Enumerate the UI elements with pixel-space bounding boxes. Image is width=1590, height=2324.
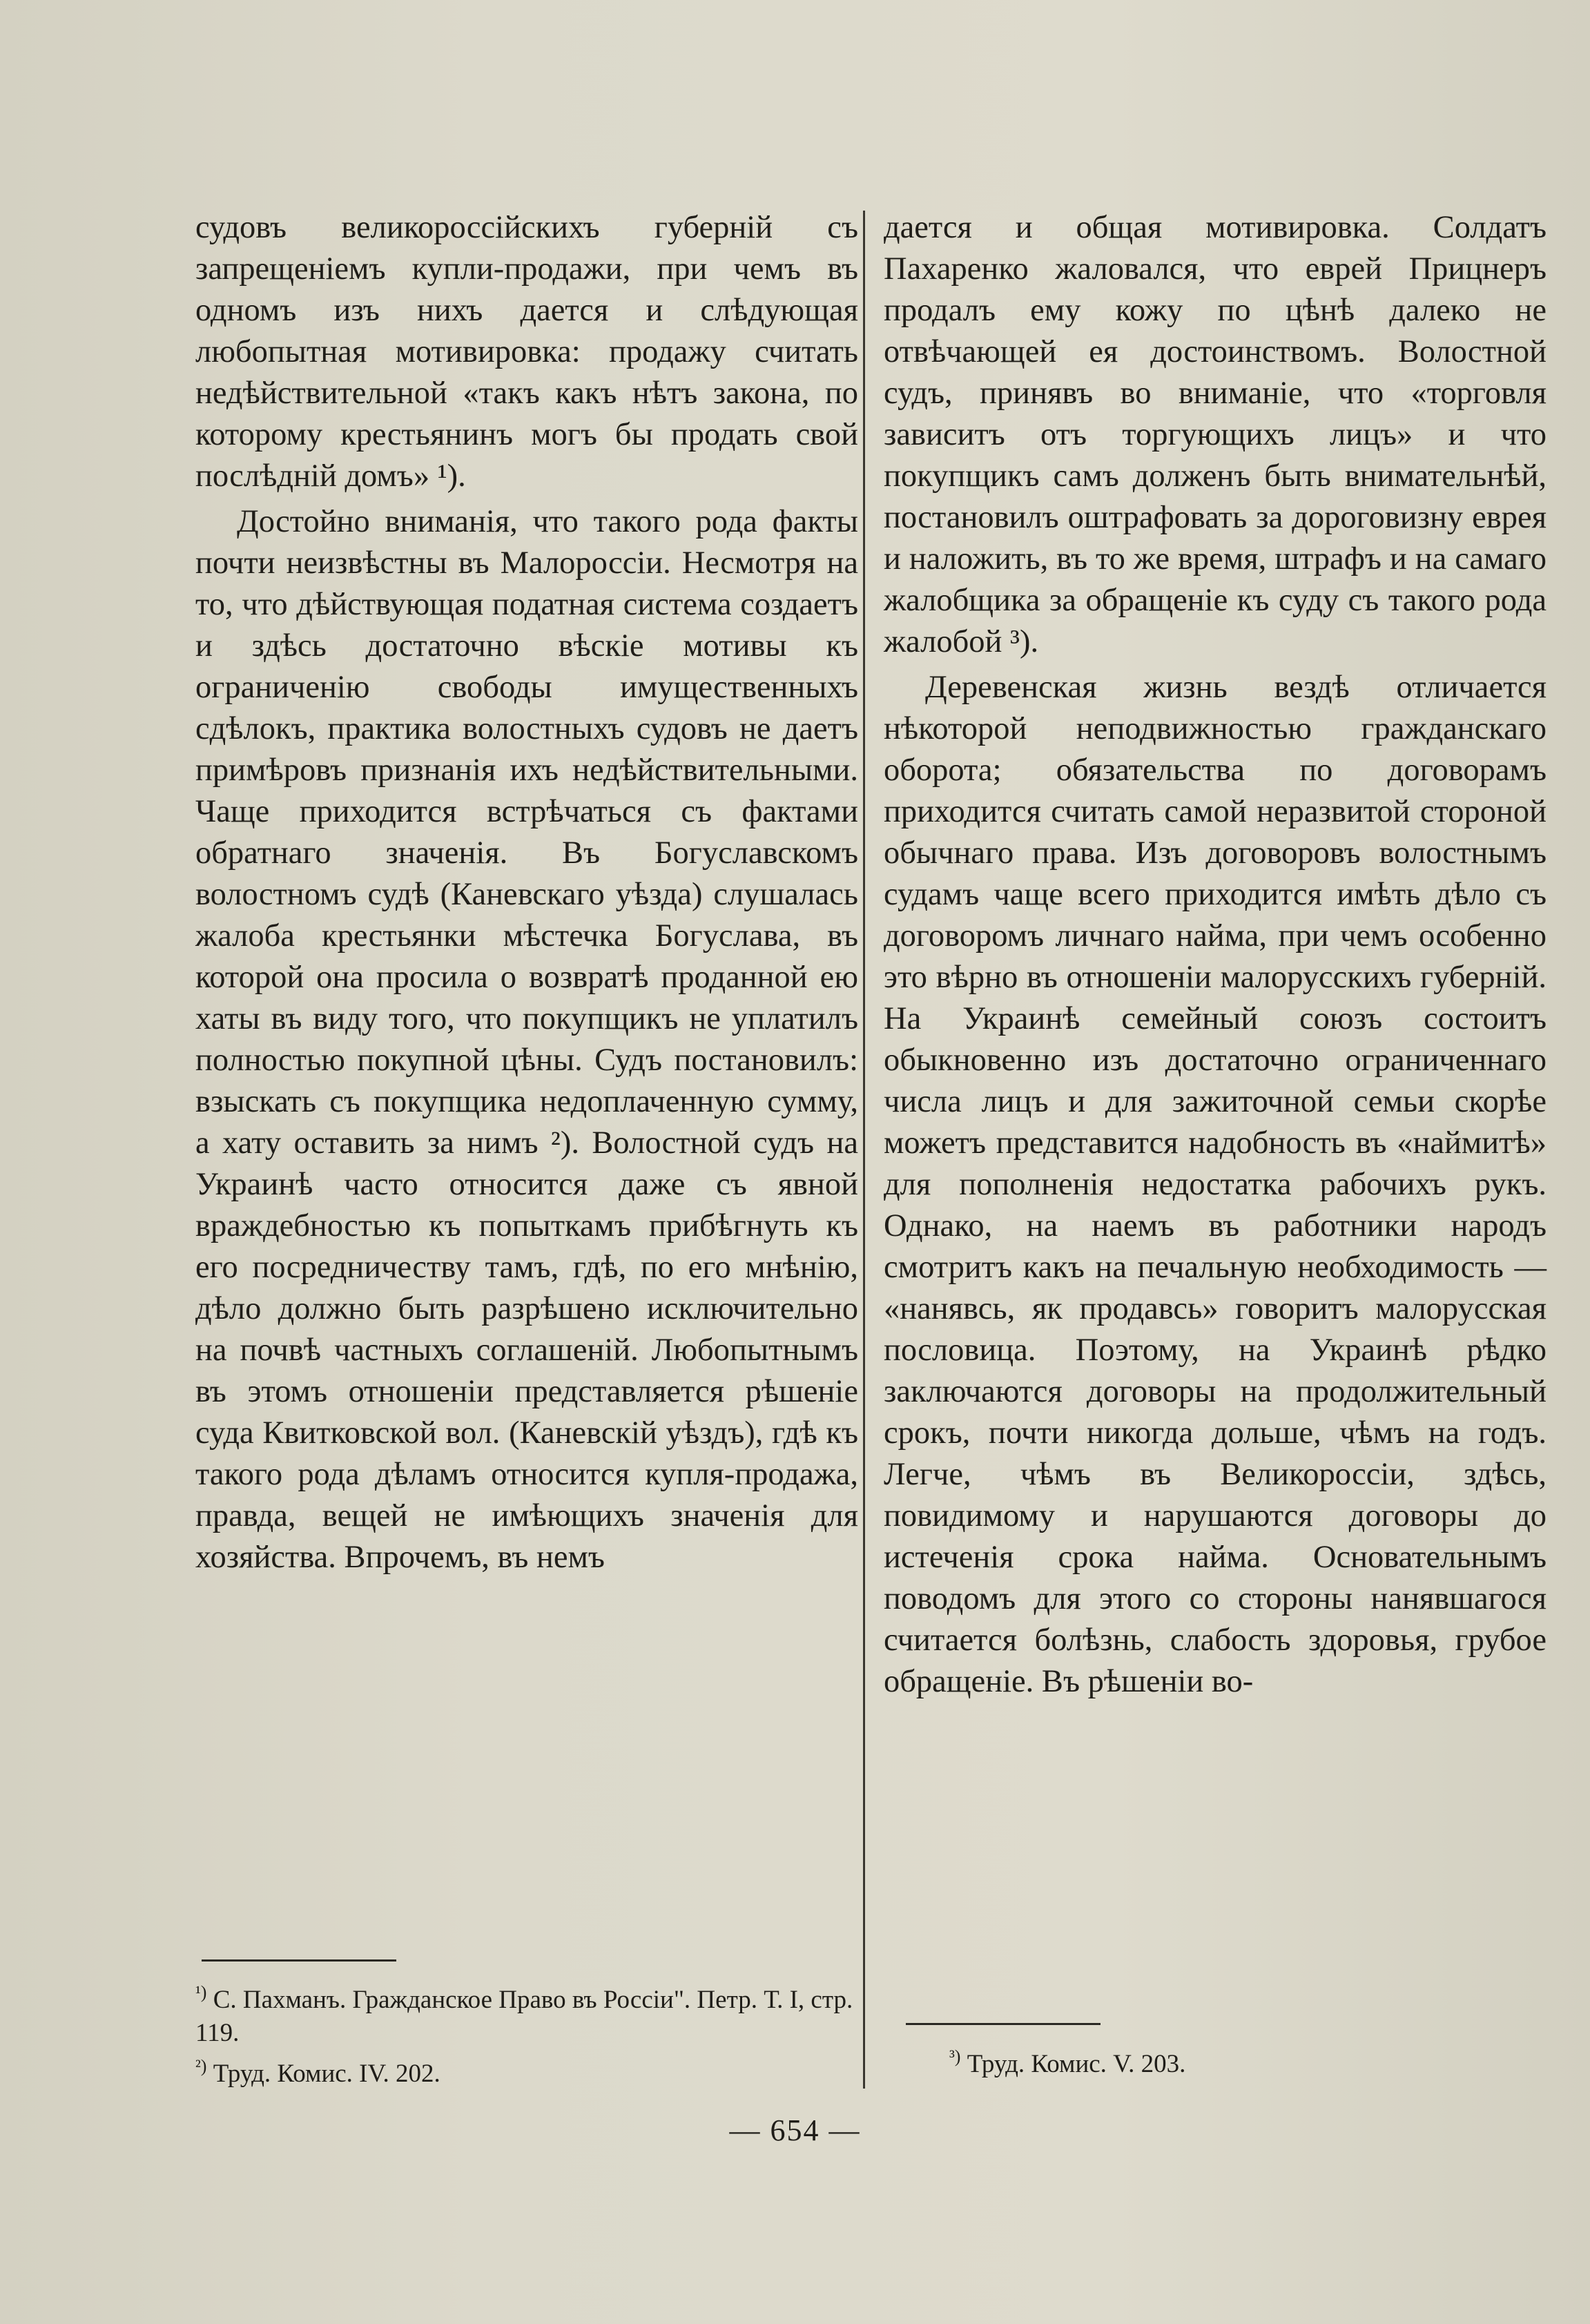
footnote-text: С. Пахманъ. Гражданское Право въ Россіи". Петр. Т. I, стр. 119. [195,1986,853,2047]
paragraph: судовъ великороссійскихъ губерній съ запрещеніемъ купли-продажи, при чемъ въ одномъ изъ нихъ дается и слѣдующая любопытная мотивировка: продажу считать недѣйствительной «такъ какъ нѣтъ закона, по которому крестьянинъ могъ бы продать свой послѣдній домъ» ¹). [195,210,858,494]
footnote-mark: ²) [195,2056,207,2076]
footnote-mark: ³) [949,2046,961,2066]
footnote-text: Труд. Комис. IV. 202. [213,2060,440,2088]
column-divider [863,211,865,2089]
footnote [949,2040,1543,2081]
paragraph: дается и общая мотивировка. Солдатъ Пахаренко жаловался, что еврей Прицнеръ продалъ ему кожу по цѣнѣ далеко не отвѣчающей ея достоинствомъ. Волостной судъ, принявъ во вниманіе, что «торговля зависитъ отъ торгующихъ лицъ» и что покупщикъ самъ долженъ быть внимательнѣй, постановилъ оштрафовать за дороговизну еврея и наложить, въ то же время, штрафъ и на самаго жалобщика за обращеніе къ суду съ такого рода жалобой ³). [884,210,1547,659]
paragraph: Деревенская жизнь вездѣ отличается нѣкоторой неподвижностью гражданскаго оборота; обязательства по договорамъ приходится считать самой неразвитой стороной обычнаго права. Изъ договоровъ волостнымъ судамъ чаще всего приходится имѣть дѣло съ договоромъ личнаго найма, при чемъ особенно это вѣрно въ отношеніи малорусскихъ губерній. На Украинѣ семейный союзъ состоитъ обыкновенно изъ достаточно ограниченнаго числа лицъ и для зажиточной семьи скорѣе можетъ представится надобность въ «наймитѣ» для пополненія недостатка рабочихъ рукъ. Однако, на наемъ въ работники народъ смотритъ какъ на печальную необходимость — «нанявсь, як продавсь» говоритъ малорусская пословица. Поэтому, на Украинѣ рѣдко заключаются договоры на продолжительный срокъ, почти никогда дольше, чѣмъ на годъ. Легче, чѣмъ въ Великороссіи, здѣсь, повидимому и нарушаются договоры до истеченія срока найма. Основательнымъ поводомъ для этого со стороны нанявшагося считается болѣзнь, слабость здоровья, грубое обращеніе. Въ рѣшеніи во- [884,670,1547,1699]
page-number: — 654 — [729,2113,861,2147]
footnote [195,2050,858,2091]
footnote [195,1976,858,2050]
footnote-text: Труд. Комис. V. 203. [967,2050,1186,2078]
footnote-rule [906,2023,1101,2025]
footnote-rule [202,1959,396,1962]
left-column [195,207,858,1578]
right-column [884,207,1547,1703]
footnotes-right [949,2040,1543,2081]
footnote-mark: ¹) [195,1982,207,2002]
paragraph: Достойно вниманія, что такого рода факты почти неизвѣстны въ Малороссіи. Несмотря на то, что дѣйствующая податная система создаетъ и здѣсь достаточно вѣскіе мотивы къ ограниченію свободы имущественныхъ сдѣлокъ, практика волостныхъ судовъ не даетъ примѣровъ признанія ихъ недѣйствительными. Чаще приходится встрѣчаться съ фактами обратнаго значенія. Въ Богуславскомъ волостномъ судѣ (Каневскаго уѣзда) слушалась жалоба крестьянки мѣстечка Богуслава, въ которой она просила о возвратѣ проданной ею хаты въ виду того, что покупщикъ не уплатилъ полностью покупной цѣны. Судъ постановилъ: взыскать съ покупщика недоплаченную сумму, а хату оставить за нимъ ²). Волостной судъ на Украинѣ часто относится даже съ явной враждебностью къ попыткамъ прибѣгнуть къ его посредничеству тамъ, гдѣ, по его мнѣнію, дѣло должно быть разрѣшено исключительно на почвѣ частныхъ соглашеній. Любопытнымъ въ этомъ отношеніи представляется рѣшеніе суда Квитковской вол. (Каневскій уѣздъ), гдѣ къ такого рода дѣламъ относится купля-продажа, правда, вещей не имѣющихъ значенія для хозяйства. Впрочемъ, въ немъ [195,504,858,1575]
footnotes-left [195,1976,858,2091]
